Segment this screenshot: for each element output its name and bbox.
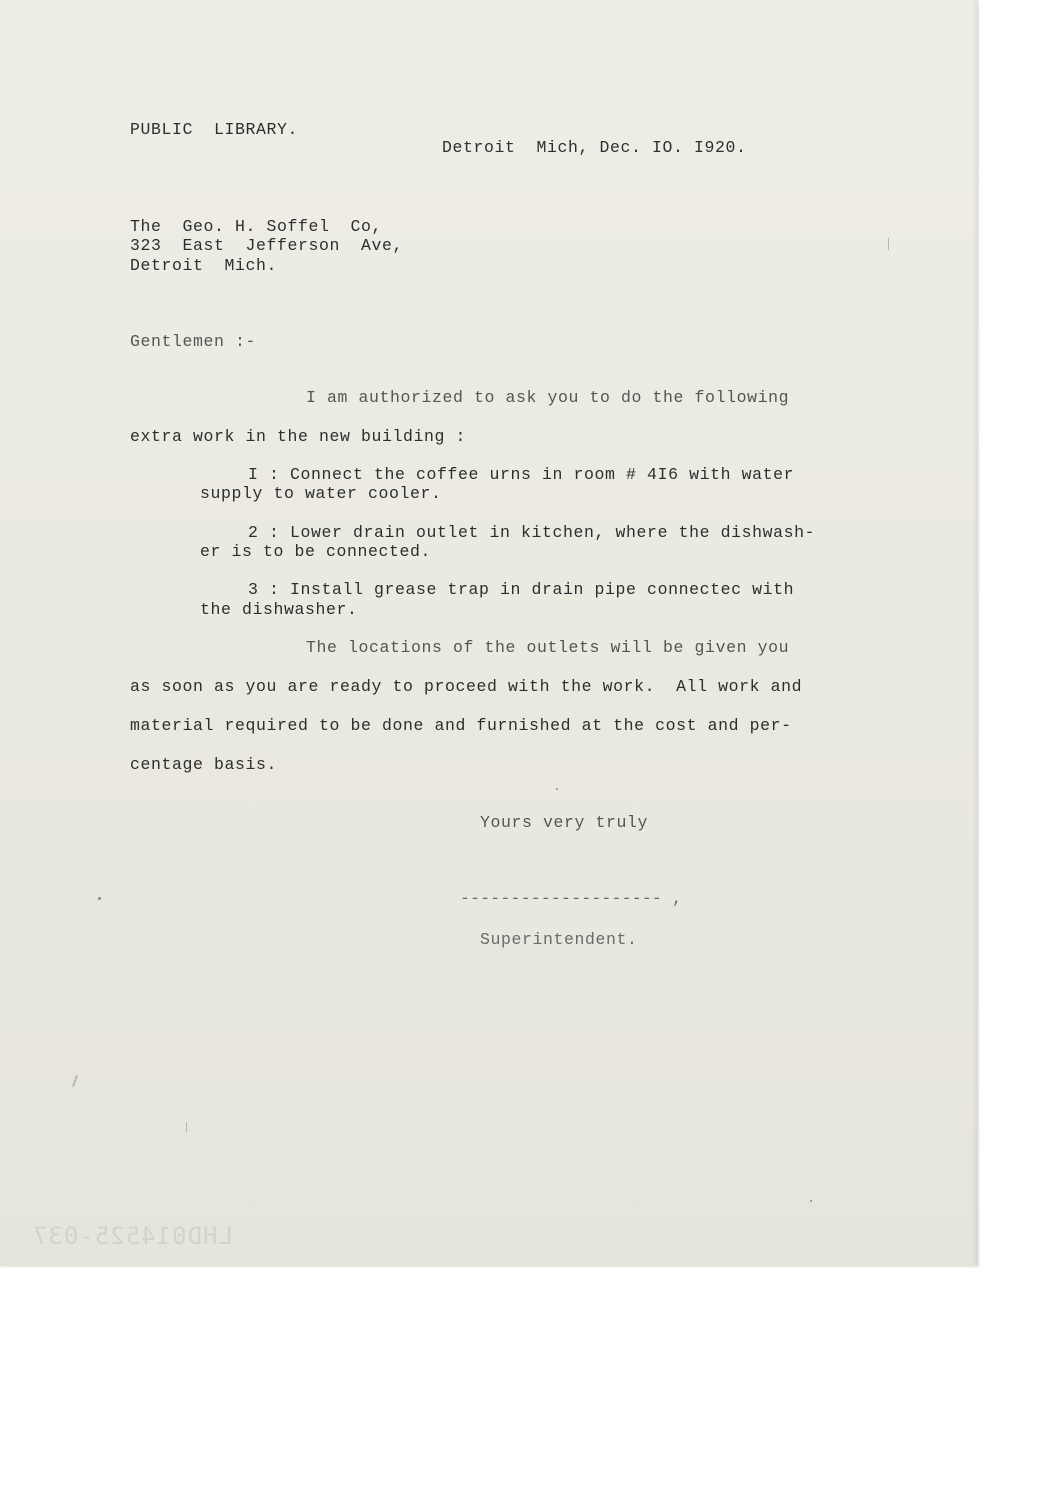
signature-title: Superintendent.	[480, 930, 638, 949]
letter-date: Detroit Mich, Dec. IO. I920.	[442, 138, 747, 157]
item-2-line-1: 2 : Lower drain outlet in kitchen, where the dishwash-	[248, 523, 816, 542]
intro-line-1: I am authorized to ask you to do the following	[306, 388, 790, 407]
closing-line-4: centage basis.	[130, 755, 278, 774]
salutation: Gentlemen :-	[130, 332, 257, 351]
item-1-line-1: I : Connect the coffee urns in room # 4I6 with water	[248, 465, 795, 484]
address-line-1: The Geo. H. Soffel Co,	[130, 217, 383, 236]
paper-speck	[810, 1200, 812, 1202]
item-1-line-2: supply to water cooler.	[200, 484, 442, 503]
paper-speck	[98, 897, 101, 900]
item-3-line-1: 3 : Install grease trap in drain pipe connectec with	[248, 580, 795, 599]
address-line-2: 323 East Jefferson Ave,	[130, 236, 404, 255]
item-3-line-2: the dishwasher.	[200, 600, 358, 619]
address-line-3: Detroit Mich.	[130, 256, 278, 275]
item-2-line-2: er is to be connected.	[200, 542, 432, 561]
closing-line-1: The locations of the outlets will be given you	[306, 638, 790, 657]
closing-line-3: material required to be done and furnished at the cost and per-	[130, 716, 792, 735]
paper-mark	[186, 1122, 187, 1132]
intro-line-2: extra work in the new building :	[130, 427, 467, 446]
paper-speck	[556, 788, 558, 790]
letterhead-org: PUBLIC LIBRARY.	[130, 120, 299, 139]
paper-mark	[72, 1075, 78, 1087]
signature-line: -------------------- ,	[460, 889, 683, 908]
archive-stamp: LHD014525-037	[32, 1222, 233, 1250]
paper-mark	[888, 238, 889, 250]
valediction: Yours very truly	[480, 813, 649, 832]
closing-line-2: as soon as you are ready to proceed with the work. All work and	[130, 677, 803, 696]
